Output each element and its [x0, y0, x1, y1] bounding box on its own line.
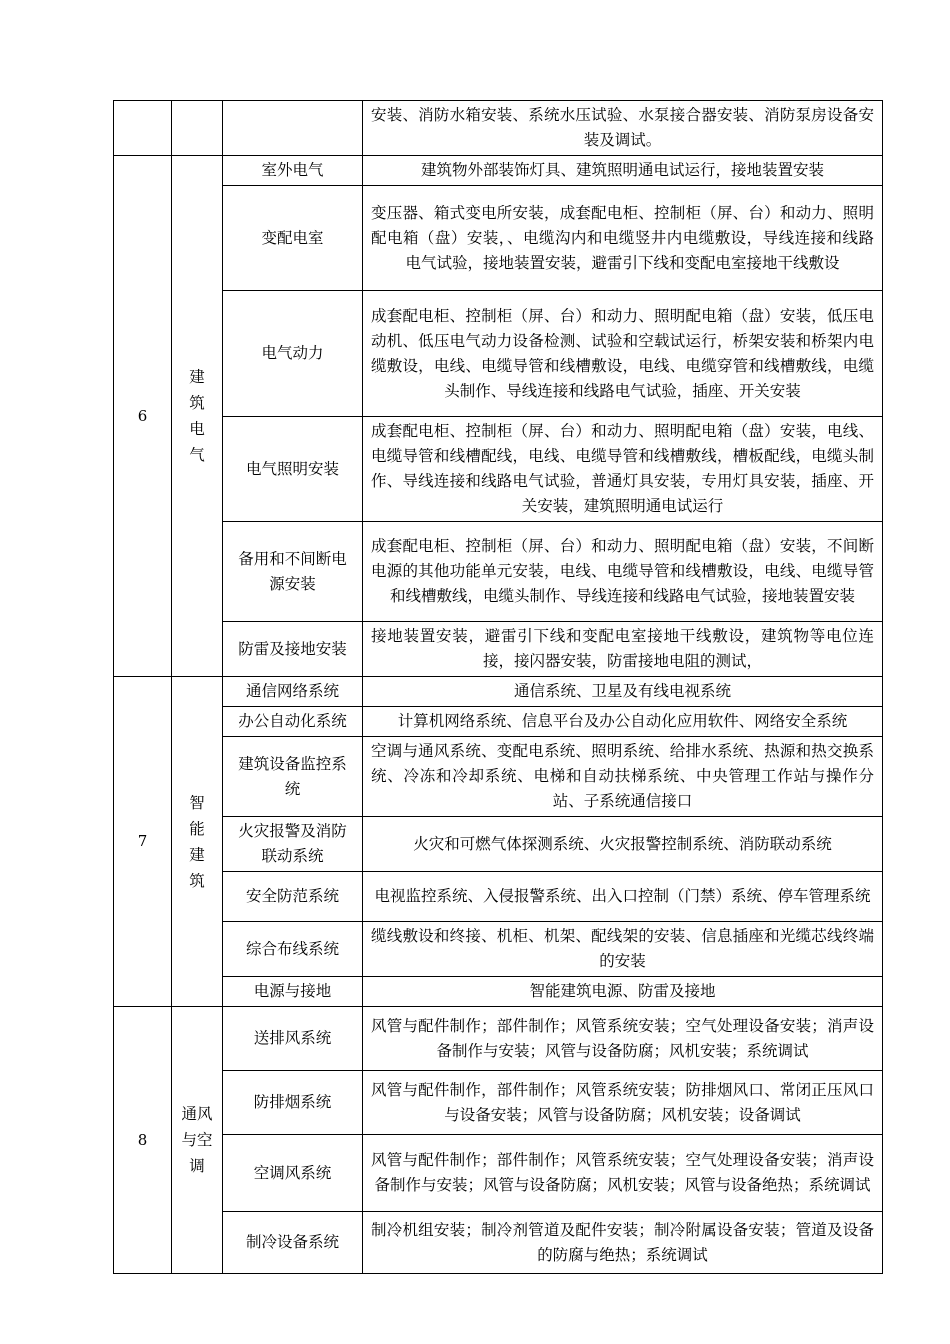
description-cell: 火灾和可燃气体探测系统、火灾报警控制系统、消防联动系统 — [363, 817, 883, 872]
description-cell: 成套配电柜、控制柜（屏、台）和动力、照明配电箱（盘）安装，低压电动机、低压电气动力设备检测、试验和空载试运行，桥架安装和桥架内电缆敷设，电线、电缆导管和线槽敷设，电线、电缆穿管和线槽敷线，电缆头制作、导线连接和线路电气试验，插座、开关安装 — [363, 291, 883, 417]
item-cell: 通信网络系统 — [223, 677, 363, 707]
table-row — [114, 101, 883, 156]
category-cell: 建筑电气 — [172, 156, 223, 677]
table-row — [114, 156, 883, 186]
category-cell: 通风与空调 — [172, 1007, 223, 1274]
description-cell: 风管与配件制作；部件制作；风管系统安装；空气处理设备安装；消声设备制作与安装；风管与设备防腐；风机安装；系统调试 — [363, 1007, 883, 1071]
item-cell: 建筑设备监控系统 — [223, 737, 363, 817]
table-row — [114, 417, 883, 522]
item-cell: 办公自动化系统 — [223, 707, 363, 737]
item-cell: 火灾报警及消防联动系统 — [223, 817, 363, 872]
table-row — [114, 1135, 883, 1212]
item-cell: 电气动力 — [223, 291, 363, 417]
description-cell: 智能建筑电源、防雷及接地 — [363, 977, 883, 1007]
table-row — [114, 977, 883, 1007]
item-cell: 电气照明安装 — [223, 417, 363, 522]
table-row — [114, 737, 883, 817]
row-number: 7 — [114, 677, 172, 1007]
item-cell: 室外电气 — [223, 156, 363, 186]
table-row — [114, 707, 883, 737]
table-row — [114, 922, 883, 977]
table-row — [114, 1212, 883, 1274]
description-cell: 成套配电柜、控制柜（屏、台）和动力、照明配电箱（盘）安装，电线、电缆导管和线槽配线，电线、电缆导管和线槽敷线，槽板配线，电缆头制作、导线连接和线路电气试验，普通灯具安装，专用灯具安装，插座、开关安装，建筑照明通电试运行 — [363, 417, 883, 522]
table-row — [114, 1071, 883, 1135]
description-cell: 缆线敷设和终接、机柜、机架、配线架的安装、信息插座和光缆芯线终端的安装 — [363, 922, 883, 977]
item-cell: 防排烟系统 — [223, 1071, 363, 1135]
table-row — [114, 186, 883, 291]
description-cell: 成套配电柜、控制柜（屏、台）和动力、照明配电箱（盘）安装，不间断电源的其他功能单元安装，电线、电缆导管和线槽敷设，电线、电缆导管和线槽敷线，电缆头制作、导线连接和线路电气试验，接地装置安装 — [363, 522, 883, 622]
description-cell: 电视监控系统、入侵报警系统、出入口控制（门禁）系统、停车管理系统 — [363, 872, 883, 922]
item-cell — [223, 101, 363, 156]
description-cell: 变压器、箱式变电所安装，成套配电柜、控制柜（屏、台）和动力、照明配电箱（盘）安装，、电缆沟内和电缆竖井内电缆敷设，导线连接和线路电气试验，接地装置安装，避雷引下线和变配电室接地干线敷设 — [363, 186, 883, 291]
table-row — [114, 291, 883, 417]
category-cell — [172, 101, 223, 156]
item-cell: 安全防范系统 — [223, 872, 363, 922]
description-cell: 建筑物外部装饰灯具、建筑照明通电试运行，接地装置安装 — [363, 156, 883, 186]
item-cell: 空调风系统 — [223, 1135, 363, 1212]
table-row — [114, 872, 883, 922]
description-cell: 风管与配件制作，部件制作；风管系统安装；防排烟风口、常闭正压风口与设备安装；风管与设备防腐；风机安装；设备调试 — [363, 1071, 883, 1135]
table-row — [114, 622, 883, 677]
description-cell: 通信系统、卫星及有线电视系统 — [363, 677, 883, 707]
table-row — [114, 817, 883, 872]
description-cell: 制冷机组安装；制冷剂管道及配件安装；制冷附属设备安装；管道及设备的防腐与绝热；系统调试 — [363, 1212, 883, 1274]
category-cell: 智能建筑 — [172, 677, 223, 1007]
item-cell: 送排风系统 — [223, 1007, 363, 1071]
item-cell: 变配电室 — [223, 186, 363, 291]
row-number — [114, 101, 172, 156]
table-row — [114, 677, 883, 707]
item-cell: 综合布线系统 — [223, 922, 363, 977]
item-cell: 防雷及接地安装 — [223, 622, 363, 677]
table-row — [114, 522, 883, 622]
description-cell: 接地装置安装，避雷引下线和变配电室接地干线敷设，建筑物等电位连接，接闪器安装，防雷接地电阻的测试， — [363, 622, 883, 677]
row-number: 6 — [114, 156, 172, 677]
item-cell: 备用和不间断电源安装 — [223, 522, 363, 622]
row-number: 8 — [114, 1007, 172, 1274]
description-cell: 计算机网络系统、信息平台及办公自动化应用软件、网络安全系统 — [363, 707, 883, 737]
table-row — [114, 1007, 883, 1071]
construction-subdivision-table — [113, 100, 883, 1274]
description-cell: 空调与通风系统、变配电系统、照明系统、给排水系统、热源和热交换系统、冷冻和冷却系统、电梯和自动扶梯系统、中央管理工作站与操作分站、子系统通信接口 — [363, 737, 883, 817]
item-cell: 电源与接地 — [223, 977, 363, 1007]
description-cell: 安装、消防水箱安装、系统水压试验、水泵接合器安装、消防泵房设备安装及调试。 — [363, 101, 883, 156]
description-cell: 风管与配件制作；部件制作；风管系统安装；空气处理设备安装；消声设备制作与安装；风管与设备防腐；风机安装；风管与设备绝热；系统调试 — [363, 1135, 883, 1212]
item-cell: 制冷设备系统 — [223, 1212, 363, 1274]
